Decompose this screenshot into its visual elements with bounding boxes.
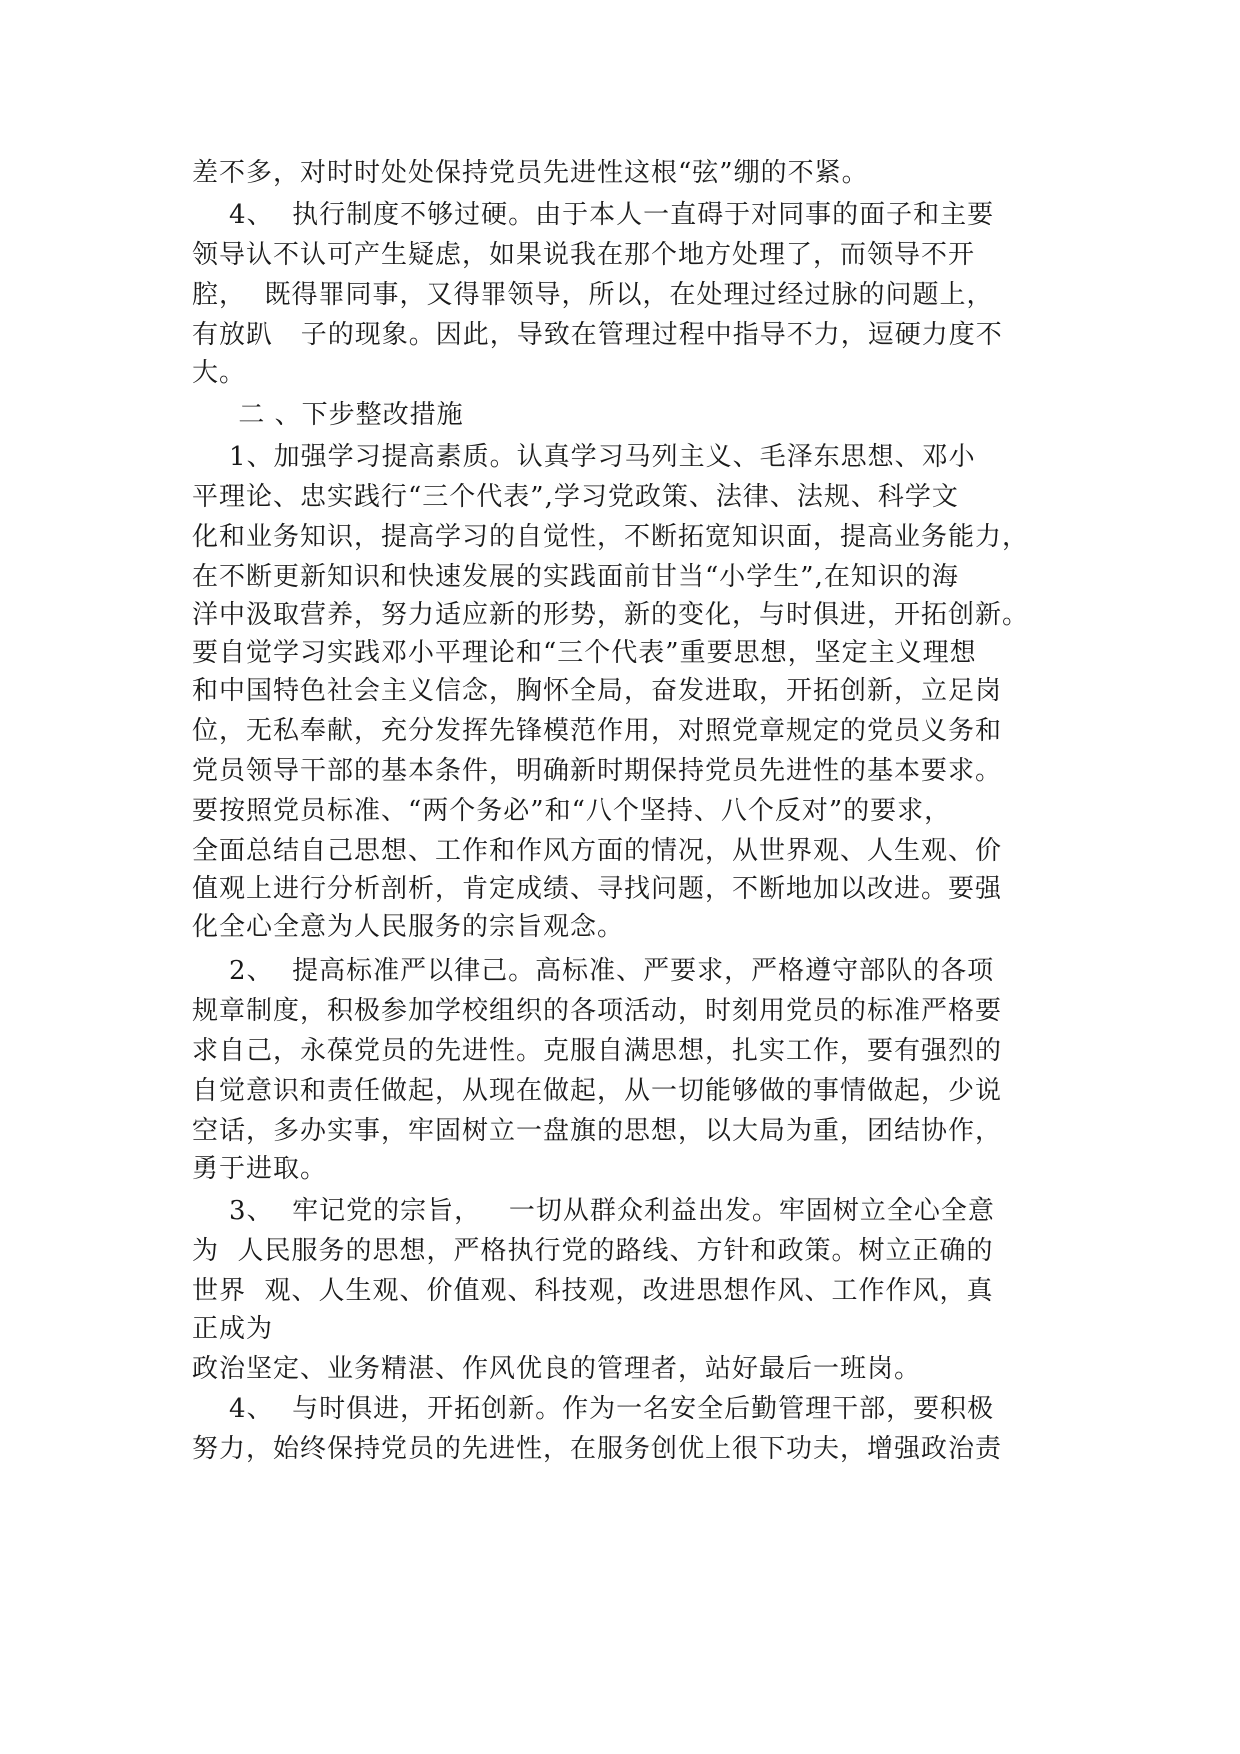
text-line: 要自觉学习实践邓小平理论和“三个代表”重要思想，坚定主义理想 xyxy=(192,638,977,668)
text-line: 和中国特色社会主义信念，胸怀全局，奋发进取，开拓创新，立足岗 xyxy=(192,676,1003,706)
text-line: 化全心全意为人民服务的宗旨观念。 xyxy=(192,912,625,942)
text-line: 自觉意识和责任做起，从现在做起，从一切能够做的事情做起，少说 xyxy=(192,1076,1003,1106)
text-line: 规章制度，积极参加学校组织的各项活动，时刻用党员的标准严格要 xyxy=(192,996,1003,1026)
text-line: 3、 牢记党的宗旨， 一切从群众利益出发。牢固树立全心全意 xyxy=(192,1196,995,1226)
text-line: 大。 xyxy=(192,358,247,388)
text-line: 4、 与时俱进，开拓创新。作为一名安全后勤管理干部，要积极 xyxy=(192,1394,995,1424)
text-line: 要按照党员标准、“两个务必”和“八个坚持、八个反对”的要求， xyxy=(192,796,952,826)
text-line: 在不断更新知识和快速发展的实践面前甘当“小学生”,在知识的海 xyxy=(192,562,959,592)
text-line: 党员领导干部的基本条件，明确新时期保持党员先进性的基本要求。 xyxy=(192,756,1003,786)
text-line: 努力，始终保持党员的先进性，在服务创优上很下功夫，增强政治责 xyxy=(192,1434,1003,1464)
text-line: 世界 观、人生观、价值观、科技观，改进思想作风、工作作风，真 xyxy=(192,1276,994,1306)
text-line: 政治坚定、业务精湛、作风优良的管理者，站好最后一班岗。 xyxy=(192,1354,922,1384)
text-line: 2、 提高标准严以律己。高标准、严要求，严格遵守部队的各项 xyxy=(192,956,995,986)
text-line: 空话，多办实事，牢固树立一盘旗的思想，以大局为重，团结协作， xyxy=(192,1116,1003,1146)
text-line: 平理论、忠实践行“三个代表”,学习党政策、法律、法规、科学文 xyxy=(192,482,959,512)
text-line: 洋中汲取营养，努力适应新的形势，新的变化，与时俱进，开拓创新。 xyxy=(192,600,1030,630)
text-line: 位，无私奉献，充分发挥先锋模范作用，对照党章规定的党员义务和 xyxy=(192,716,1003,746)
text-line: 值观上进行分析剖析，肯定成绩、寻找问题，不断地加以改进。要强 xyxy=(192,874,1003,904)
text-line: 4、 执行制度不够过硬。由于本人一直碍于对同事的面子和主要 xyxy=(192,200,995,230)
text-line: 全面总结自己思想、工作和作风方面的情况，从世界观、人生观、价 xyxy=(192,836,1003,866)
text-line: 有放趴 子的现象。因此，导致在管理过程中指导不力，逗硬力度不 xyxy=(192,320,1003,350)
text-line: 领导认不认可产生疑虑，如果说我在那个地方处理了，而领导不开 xyxy=(192,240,976,270)
section-heading: 二 、下步整改措施 xyxy=(192,400,464,430)
text-line: 差不多，对时时处处保持党员先进性这根“弦”绷的不紧。 xyxy=(192,158,869,188)
text-line: 腔， 既得罪同事，又得罪领导，所以，在处理过经过脉的问题上， xyxy=(192,280,994,310)
text-line: 勇于进取。 xyxy=(192,1154,328,1184)
text-line: 化和业务知识，提高学习的自觉性，不断拓宽知识面，提高业务能力， xyxy=(192,522,1030,552)
text-line: 1、加强学习提高素质。认真学习马列主义、毛泽东思想、邓小 xyxy=(192,442,976,472)
text-line: 求自己，永葆党员的先进性。克服自满思想，扎实工作，要有强烈的 xyxy=(192,1036,1003,1066)
text-line: 为 人民服务的思想，严格执行党的路线、方针和政策。树立正确的 xyxy=(192,1236,994,1266)
text-line: 正成为 xyxy=(192,1314,274,1344)
